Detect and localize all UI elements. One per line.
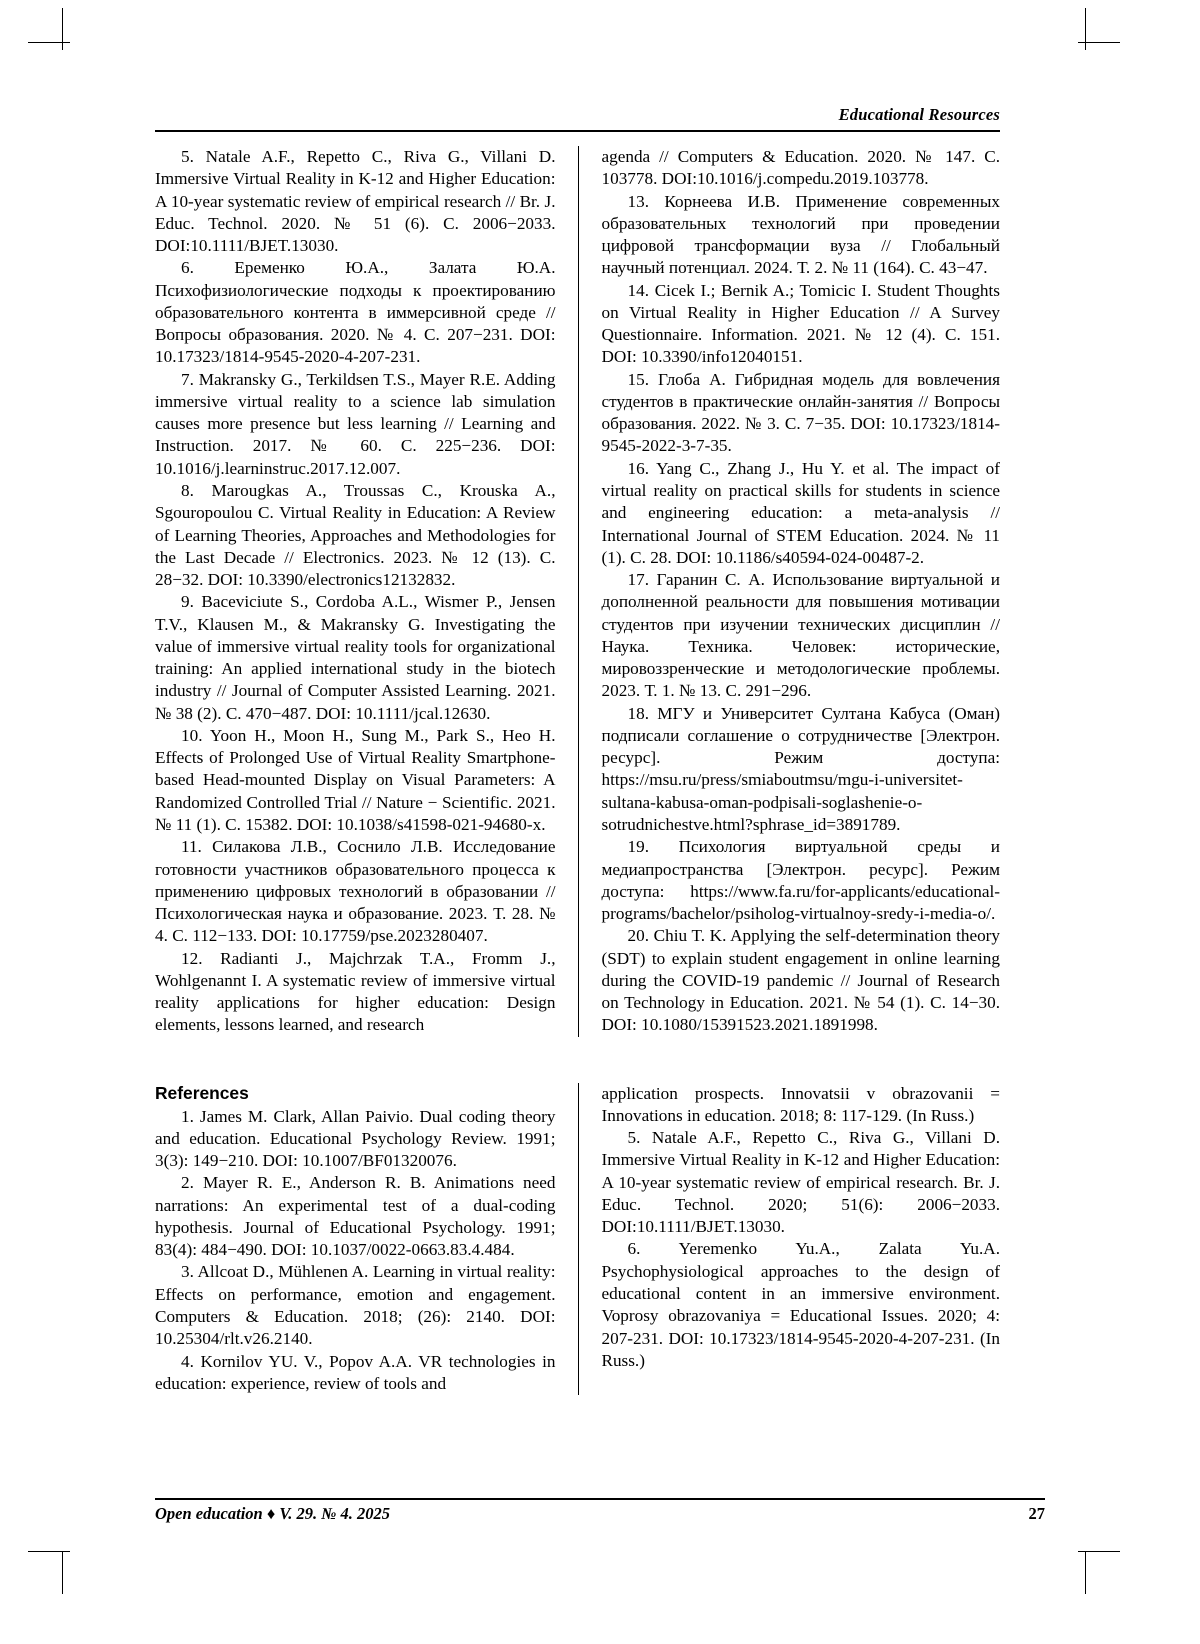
crop-mark [62, 8, 63, 50]
references-en-right-column [578, 1083, 1001, 1395]
reference-item: 16. Yang C., Zhang J., Hu Y. et al. The impact of virtual reality on practical skills for students in science and engineering education: a meta-analysis // International Journal of STEM Education. 2024. № 11 (1). С. 28. DOI: 10.1186/s40594-024-00487-2. [601, 458, 1000, 567]
reference-item: 1. James M. Clark, Allan Paivio. Dual coding theory and education. Educational Psychology Review. 1991; 3(3): 149−210. DOI: 10.1007/BF01320076. [155, 1106, 556, 1171]
footer-issue: V. 29. № 4. 2025 [279, 1504, 390, 1523]
crop-mark [1078, 42, 1120, 43]
crop-mark [1078, 1551, 1120, 1552]
footer-journal-name: Open education [155, 1504, 263, 1523]
bibliography-ru-left-column [155, 146, 578, 1037]
references-heading: References [155, 1082, 249, 1103]
page-content [155, 105, 1000, 1395]
reference-item: 19. Психология виртуальной среды и медиапространства [Электрон. ресурс]. Режим доступа: https://www.fa.ru/for-applicants/educational-programs/bachelor/psiholog-virtualnoy-sredy-i-media-o/. [601, 837, 1000, 924]
reference-item-continued: agenda // Computers & Education. 2020. № 147. C. 103778. DOI:10.1016/j.compedu.2019.103778. [601, 147, 1000, 189]
crop-mark [28, 42, 70, 43]
page-number: 27 [1028, 1504, 1045, 1523]
reference-item: 11. Силакова Л.В., Соснило Л.В. Исследование готовности участников образовательного процесса к применению цифровых технологий в образовании // Психологическая наука и образование. 2023. Т. 28. № 4. С. 112−133. DOI: 10.17759/pse.2023280407. [155, 837, 556, 946]
reference-item: 13. Корнеева И.В. Применение современных образовательных технологий при проведении цифровой трансформации вуза // Глобальный научный потенциал. 2024. Т. 2. № 11 (164). С. 43−47. [601, 191, 1000, 278]
section-gap [155, 1037, 1000, 1083]
bibliography-ru-right-column [578, 146, 1001, 1037]
references-en [155, 1083, 1000, 1395]
diamond-icon: ♦ [266, 1504, 276, 1523]
reference-item: 6. Yeremenko Yu.A., Zalata Yu.A. Psychophysiological approaches to the design of educational content in an immersive environment. Voprosy obrazovaniya = Educational Issues. 2020; 4: 207-231. DOI: 10.17323/1814-9545-2020-4-207-231. (In Russ.) [601, 1239, 1000, 1370]
reference-item: 20. Chiu T. K. Applying the self-determination theory (SDT) to explain student engagement in online learning during the COVID-19 pandemic // Journal of Research on Technology in Education. 2021. № 54 (1). C. 14−30. DOI: 10.1080/15391523.2021.1891998. [601, 926, 1000, 1035]
crop-mark [62, 1552, 63, 1594]
reference-item: 14. Cicek I.; Bernik A.; Tomicic I. Student Thoughts on Virtual Reality in Higher Education // A Survey Questionnaire. Information. 2021. № 12 (4). C. 151. DOI: 10.3390/info12040151. [601, 280, 1000, 367]
reference-item: 8. Marougkas A., Troussas C., Krouska A., Sgouropoulou C. Virtual Reality in Education: A Review of Learning Theories, Approaches and Methodologies for the Last Decade // Electronics. 2023. № 12 (13). C. 28−32. DOI: 10.3390/electronics12132832. [155, 480, 556, 590]
reference-item: 17. Гаранин С. А. Использование виртуальной и дополненной реальности для повышения мотивации студентов при изучении технических дисциплин // Наука. Техника. Человек: исторические, мировоззренческие и методологические проблемы. 2023. Т. 1. № 13. С. 291−296. [601, 570, 1000, 701]
reference-item: 12. Radianti J., Majchrzak T.A., Fromm J., Wohlgenannt I. A systematic review of immersive virtual reality applications for higher education: Design elements, lessons learned, and research [155, 948, 556, 1035]
reference-item: 5. Natale A.F., Repetto C., Riva G., Villani D. Immersive Virtual Reality in K-12 and Higher Education: A 10-year systematic review of empirical research // Br. J. Educ. Technol. 2020. № 51 (6). C. 2006−2033. DOI:10.1111/BJET.13030. [155, 147, 556, 256]
reference-item: 4. Kornilov YU. V., Popov A.A. VR technologies in education: experience, review of tools and [155, 1351, 556, 1393]
reference-item: 7. Makransky G., Terkildsen T.S., Mayer R.E. Adding immersive virtual reality to a science lab simulation causes more presence but less learning // Learning and Instruction. 2017. № 60. C. 225−236. DOI: 10.1016/j.learninstruc.2017.12.007. [155, 369, 556, 478]
bibliography-ru [155, 146, 1000, 1037]
references-en-left-column [155, 1083, 578, 1395]
reference-item: 9. Baceviciute S., Cordoba A.L., Wismer P., Jensen T.V., Klausen M., & Makransky G. Investigating the value of immersive virtual reality tools for organizational training: An applied international study in the biotech industry // Journal of Computer Assisted Learning. 2021. № 38 (2). C. 470−487. DOI: 10.1111/jcal.12630. [155, 592, 556, 723]
crop-mark [1085, 1552, 1086, 1594]
reference-item: 5. Natale A.F., Repetto C., Riva G., Villani D. Immersive Virtual Reality in K-12 and Higher Education: A 10-year systematic review of empirical research. Br. J. Educ. Technol. 2020; 51(6): 2006−2033. DOI:10.1111/BJET.13030. [601, 1128, 1000, 1237]
crop-mark [28, 1551, 70, 1552]
reference-item: 3. Allcoat D., Mühlenen A. Learning in virtual reality: Effects on performance, emotion and engagement. Computers & Education. 2018; (26): 2140. DOI: 10.25304/rlt.v26.2140. [155, 1262, 556, 1349]
footer-journal-info [155, 1504, 390, 1524]
reference-item: 18. МГУ и Университет Султана Кабуса (Оман) подписали соглашение о сотрудничестве [Электрон. ресурс]. Режим доступа: https://msu.ru/press/smiaboutmsu/mgu-i-universitet-sultana-kabusa-oman-podpisali-soglashenie-o-sotrudnichestve.html?sphrase_id=3891789. [601, 703, 1000, 834]
reference-item: 15. Глоба А. Гибридная модель для вовлечения студентов в практические онлайн-занятия // Вопросы образования. 2022. № 3. С. 7−35. DOI: 10.17323/1814-9545-2022-3-7-35. [601, 369, 1000, 456]
running-head: Educational Resources [838, 105, 1000, 124]
crop-mark [1085, 8, 1086, 50]
footer-rule [155, 1498, 1045, 1500]
reference-item: 10. Yoon H., Moon H., Sung M., Park S., Heo H. Effects of Prolonged Use of Virtual Reality Smartphone-based Head-mounted Display on Visual Parameters: A Randomized Controlled Trial // Nature − Scientific. 2021. № 11 (1). C. 15382. DOI: 10.1038/s41598-021-94680-x. [155, 725, 556, 834]
page-footer [155, 1498, 1045, 1524]
reference-item-continued: application prospects. Innovatsii v obrazovanii = Innovations in education. 2018; 8: 117-129. (In Russ.) [601, 1083, 1000, 1125]
reference-item: 6. Еременко Ю.А., Залата Ю.А. Психофизиологические подходы к проектированию образовательного контента в иммерсивной среде // Вопросы образования. 2020. № 4. С. 207−231. DOI: 10.17323/1814-9545-2020-4-207-231. [155, 258, 556, 367]
reference-item: 2. Mayer R. E., Anderson R. B. Animations need narrations: An experimental test of a dual-coding hypothesis. Journal of Educational Psychology. 1991; 83(4): 484−490. DOI: 10.1037/0022-0663.83.4.484. [155, 1173, 556, 1260]
header-rule [155, 130, 1000, 132]
